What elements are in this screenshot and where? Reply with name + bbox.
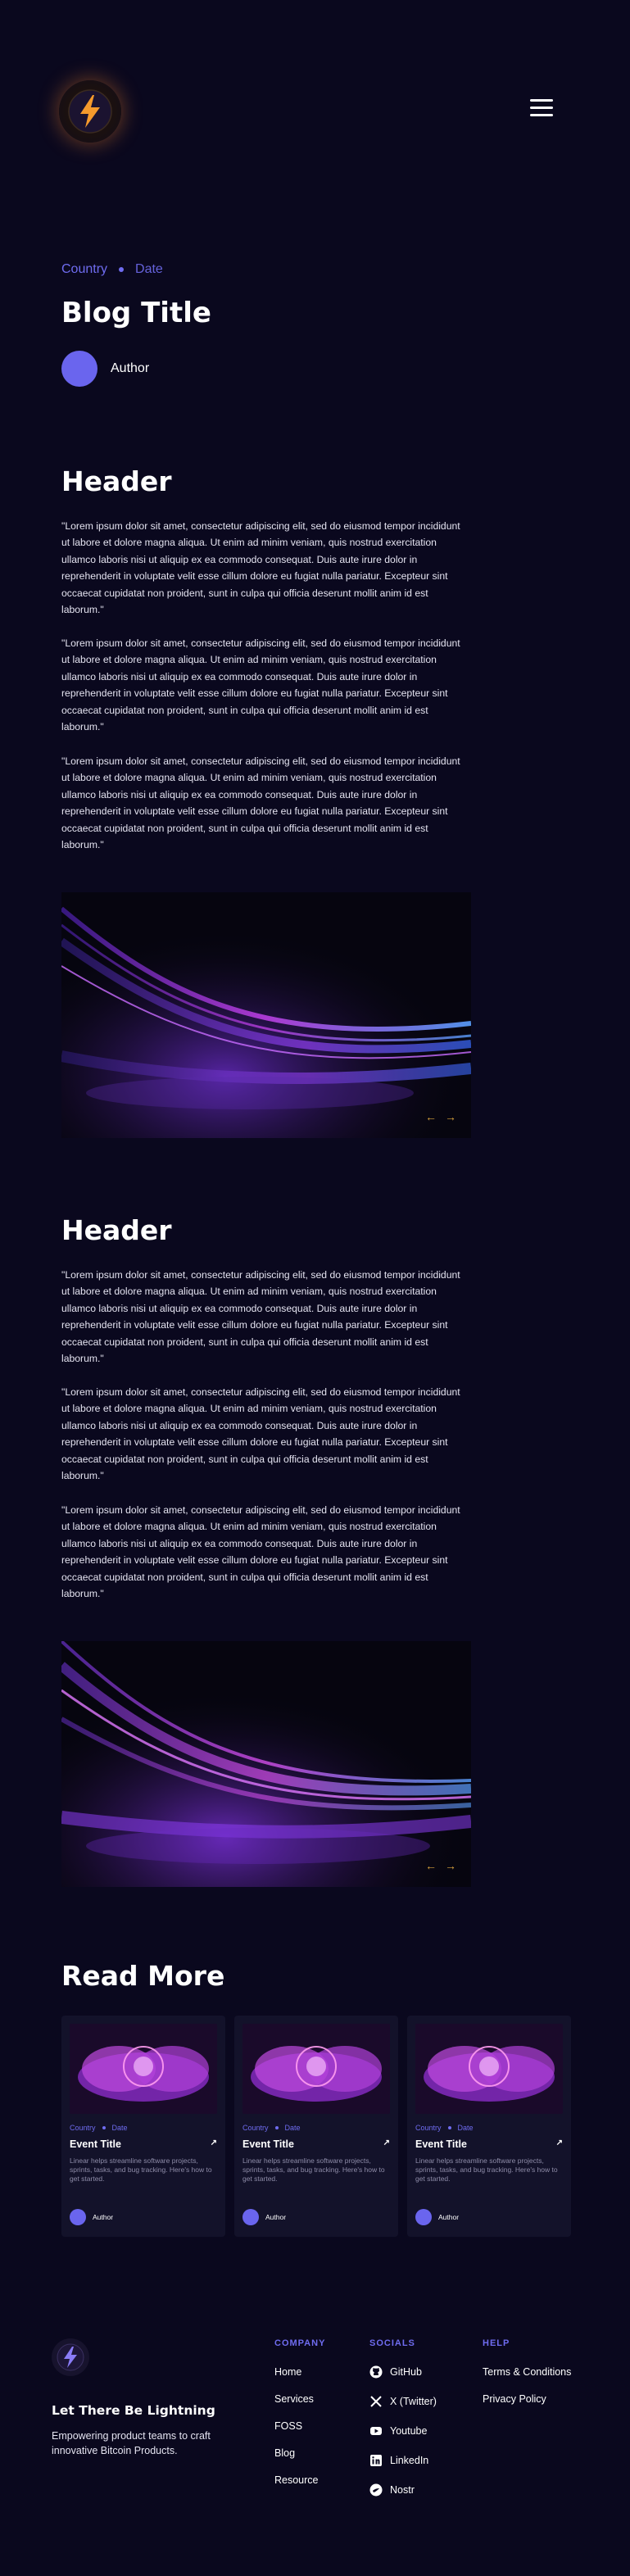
- card-date: Date: [284, 2124, 301, 2132]
- footer-link-blog[interactable]: Blog: [274, 2447, 296, 2459]
- carousel-controls: [425, 1859, 456, 1872]
- carousel-controls: [425, 1110, 456, 1123]
- card-title: Event Title: [415, 2138, 467, 2150]
- abstract-wave-image: [61, 1641, 471, 1887]
- separator-dot: [275, 2126, 279, 2129]
- footer-link-terms[interactable]: Terms & Conditions: [483, 2366, 572, 2378]
- card-country: Country: [70, 2124, 96, 2132]
- card-description: Linear helps streamline software projects, sprints, tasks, and bug tracking. Here's how to get started.: [242, 2156, 385, 2183]
- lightning-bolt-icon: [56, 2342, 85, 2372]
- site-header: [0, 0, 630, 221]
- footer-link-label: Youtube: [390, 2425, 428, 2437]
- footer-tagline: Let There Be Lightning: [52, 2403, 215, 2418]
- event-thumbnail: [70, 2024, 217, 2114]
- event-thumbnail: [415, 2024, 563, 2114]
- external-link-icon[interactable]: ↗: [210, 2138, 217, 2147]
- footer-heading: COMPANY: [274, 2338, 326, 2348]
- footer-description: Empowering product teams to craft innovative Bitcoin Products.: [52, 2430, 211, 2456]
- card-date: Date: [111, 2124, 128, 2132]
- section-header: Header: [61, 1214, 172, 1246]
- paragraph: "Lorem ipsum dolor sit amet, consectetur adipiscing elit, sed do eiusmod tempor incididunt ut labore et dolore magna aliqua. Ut enim ad minim veniam, quis nostrud exercitation ullamco laboris nisi ut aliquip ex ea commodo consequat. Duis aute irure dolor in reprehenderit in voluptate velit esse cillum dolore eu fugiat nulla pariatur. Excepteur sint occaecat cupidatat non proident, sunt in culpa qui officia deserunt mollit anim id est laborum.": [61, 520, 460, 616]
- separator-dot: [448, 2126, 451, 2129]
- youtube-icon: [369, 2424, 383, 2438]
- card-description: Linear helps streamline software projects, sprints, tasks, and bug tracking. Here's how to get started.: [70, 2156, 212, 2183]
- author-name: Author: [111, 361, 150, 375]
- card-description: Linear helps streamline software projects, sprints, tasks, and bug tracking. Here's how to get started.: [415, 2156, 558, 2183]
- author-avatar: [61, 351, 97, 387]
- footer-link-youtube[interactable]: [369, 2425, 437, 2437]
- footer-logo[interactable]: [52, 2338, 89, 2376]
- paragraph: "Lorem ipsum dolor sit amet, consectetur adipiscing elit, sed do eiusmod tempor incididunt ut labore et dolore magna aliqua. Ut enim ad minim veniam, quis nostrud exercitation ullamco laboris nisi ut aliquip ex ea commodo consequat. Duis aute irure dolor in reprehenderit in voluptate velit esse cillum dolore eu fugiat nulla pariatur. Excepteur sint occaecat cupidatat non proident, sunt in culpa qui officia deserunt mollit anim id est laborum.": [61, 1386, 460, 1482]
- lightning-bolt-logo[interactable]: [59, 80, 121, 143]
- linkedin-icon: [369, 2454, 383, 2467]
- footer-link-label: LinkedIn: [390, 2455, 429, 2466]
- event-card[interactable]: [61, 2016, 225, 2237]
- footer-link-linkedin[interactable]: [369, 2455, 437, 2466]
- footer-link-nostr[interactable]: [369, 2484, 437, 2496]
- footer-heading: SOCIALS: [369, 2338, 415, 2348]
- footer-link-home[interactable]: Home: [274, 2366, 302, 2378]
- abstract-wave-image: [61, 892, 471, 1138]
- paragraph: "Lorem ipsum dolor sit amet, consectetur adipiscing elit, sed do eiusmod tempor incididunt ut labore et dolore magna aliqua. Ut enim ad minim veniam, quis nostrud exercitation ullamco laboris nisi ut aliquip ex ea commodo consequat. Duis aute irure dolor in reprehenderit in voluptate velit esse cillum dolore eu fugiat nulla pariatur. Excepteur sint occaecat cupidatat non proident, sunt in culpa qui officia deserunt mollit anim id est laborum.": [61, 637, 460, 733]
- post-country[interactable]: Country: [61, 262, 108, 276]
- read-more-title: Read More: [61, 1960, 225, 1992]
- footer-link-label: GitHub: [390, 2366, 422, 2378]
- hero-image: [61, 1641, 471, 1887]
- card-author: Author: [265, 2213, 287, 2221]
- x-twitter-icon: [369, 2395, 383, 2408]
- author-avatar: [242, 2209, 259, 2225]
- footer-heading: HELP: [483, 2338, 510, 2348]
- event-card[interactable]: [234, 2016, 398, 2237]
- card-country: Country: [242, 2124, 269, 2132]
- footer-link-services[interactable]: Services: [274, 2393, 314, 2405]
- external-link-icon[interactable]: ↗: [555, 2138, 563, 2147]
- paragraph: "Lorem ipsum dolor sit amet, consectetur adipiscing elit, sed do eiusmod tempor incididunt ut labore et dolore magna aliqua. Ut enim ad minim veniam, quis nostrud exercitation ullamco laboris nisi ut aliquip ex ea commodo consequat. Duis aute irure dolor in reprehenderit in voluptate velit esse cillum dolore eu fugiat nulla pariatur. Excepteur sint occaecat cupidatat non proident, sunt in culpa qui officia deserunt mollit anim id est laborum.": [61, 1504, 460, 1600]
- external-link-icon[interactable]: ↗: [383, 2138, 390, 2147]
- footer-link-label: Nostr: [390, 2484, 415, 2496]
- footer-link-resource[interactable]: Resource: [274, 2474, 319, 2486]
- separator-dot: [102, 2126, 106, 2129]
- card-country: Country: [415, 2124, 442, 2132]
- arrow-left-icon[interactable]: ←: [425, 1110, 437, 1123]
- paragraph: "Lorem ipsum dolor sit amet, consectetur adipiscing elit, sed do eiusmod tempor incididunt ut labore et dolore magna aliqua. Ut enim ad minim veniam, quis nostrud exercitation ullamco laboris nisi ut aliquip ex ea commodo consequat. Duis aute irure dolor in reprehenderit in voluptate velit esse cillum dolore eu fugiat nulla pariatur. Excepteur sint occaecat cupidatat non proident, sunt in culpa qui officia deserunt mollit anim id est laborum.": [61, 755, 460, 851]
- github-icon: [369, 2365, 383, 2379]
- card-date: Date: [457, 2124, 474, 2132]
- hero-image: [61, 892, 471, 1138]
- paragraph: "Lorem ipsum dolor sit amet, consectetur adipiscing elit, sed do eiusmod tempor incididunt ut labore et dolore magna aliqua. Ut enim ad minim veniam, quis nostrud exercitation ullamco laboris nisi ut aliquip ex ea commodo consequat. Duis aute irure dolor in reprehenderit in voluptate velit esse cillum dolore eu fugiat nulla pariatur. Excepteur sint occaecat cupidatat non proident, sunt in culpa qui officia deserunt mollit anim id est laborum.": [61, 1269, 460, 1365]
- post-meta: [61, 262, 163, 277]
- footer-help: [483, 2338, 571, 2420]
- footer-link-foss[interactable]: FOSS: [274, 2420, 303, 2432]
- footer-company: [274, 2338, 325, 2501]
- author-avatar: [415, 2209, 432, 2225]
- card-author: Author: [93, 2213, 114, 2221]
- arrow-right-icon[interactable]: →: [445, 1110, 456, 1123]
- footer-socials: [369, 2338, 437, 2514]
- event-card[interactable]: [407, 2016, 571, 2237]
- event-thumbnail: [242, 2024, 390, 2114]
- separator-dot: [119, 267, 124, 272]
- section-header: Header: [61, 465, 172, 497]
- post-author: [61, 351, 149, 387]
- card-title: Event Title: [242, 2138, 294, 2150]
- card-title: Event Title: [70, 2138, 121, 2150]
- post-date: Date: [135, 262, 163, 276]
- read-more-cards: [61, 2016, 571, 2237]
- footer-link-twitter[interactable]: [369, 2396, 437, 2407]
- arrow-right-icon[interactable]: →: [445, 1859, 456, 1872]
- card-author: Author: [438, 2213, 460, 2221]
- blog-title: Blog Title: [61, 297, 211, 329]
- footer-link-github[interactable]: [369, 2366, 437, 2378]
- nostr-icon: [369, 2483, 383, 2497]
- footer-link-privacy[interactable]: Privacy Policy: [483, 2393, 546, 2405]
- author-avatar: [70, 2209, 86, 2225]
- arrow-left-icon[interactable]: ←: [425, 1859, 437, 1872]
- lightning-bolt-icon: [66, 87, 115, 136]
- footer-link-label: X (Twitter): [390, 2396, 437, 2407]
- hamburger-menu-icon[interactable]: [530, 99, 553, 119]
